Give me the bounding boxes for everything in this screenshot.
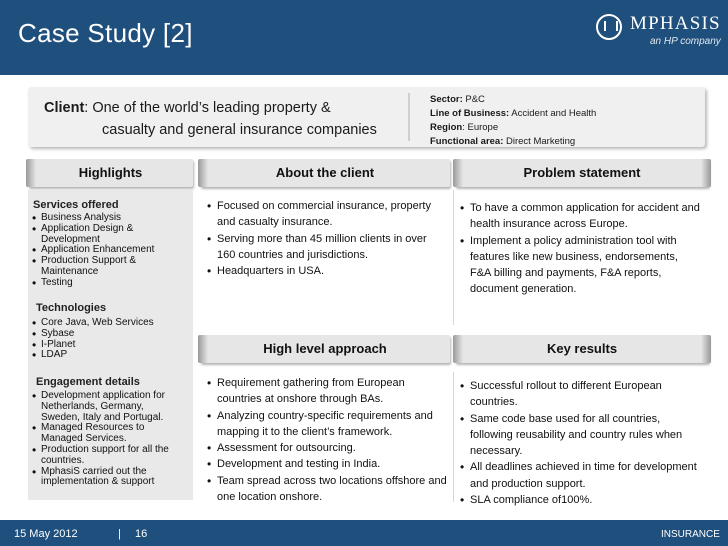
list-item: • Implement a policy administration tool with features like new business, endorsements, F&A billing and payments, F&A reports, document generation. [460, 233, 700, 298]
list-item: • MphasiS carried out the implementation & support [32, 467, 182, 489]
results-header [455, 335, 709, 363]
list-item: • Production Support & Maintenance [32, 256, 182, 278]
list-item: • Assessment for outsourcing. [207, 440, 449, 456]
footer-section: INSURANCE [661, 529, 720, 540]
engagement-title: Engagement details [36, 376, 140, 388]
approach-header [200, 335, 450, 363]
client-divider [408, 93, 410, 141]
column-divider [453, 372, 454, 502]
page-number: 16 [135, 528, 148, 540]
about-title: About the client [275, 165, 375, 180]
list-item: • Development and testing in India. [207, 456, 449, 472]
highlights-title: Highlights [78, 165, 143, 180]
technologies-title: Technologies [36, 302, 107, 314]
approach-list [207, 375, 449, 505]
logo-subtitle: an HP company [650, 36, 721, 47]
services-list [32, 213, 182, 289]
client-line-2: casualty and general insurance companies [102, 122, 377, 138]
list-item: • Analyzing country-specific requirements and mapping it to the client’s framework. [207, 408, 449, 441]
list-item: • Requirement gathering from European countries at onshore through BAs. [207, 375, 449, 408]
list-item: • Application Design & Development [32, 224, 182, 246]
list-item: • All deadlines achieved in time for development and production support. [460, 459, 700, 492]
header-edge [453, 335, 463, 363]
functional-area-value: Direct Marketing [503, 136, 576, 147]
lob-value: Accident and Health [509, 108, 597, 119]
header-edge [701, 159, 711, 187]
header-edge [198, 159, 208, 187]
about-list [207, 198, 447, 279]
list-item: • Testing [32, 278, 182, 289]
client-attributes [430, 93, 596, 149]
header-edge [701, 335, 711, 363]
list-item: • Same code base used for all countries, following reusability and country rules when necessary. [460, 411, 700, 460]
company-logo [590, 10, 724, 54]
list-item: • Successful rollout to different European countries. [460, 378, 700, 411]
about-header [200, 159, 450, 187]
list-item: • Serving more than 45 million clients in over 160 countries and jurisdictions. [207, 231, 447, 264]
problem-title: Problem statement [523, 165, 641, 180]
approach-title: High level approach [263, 341, 387, 356]
region-value: : Europe [462, 122, 499, 133]
results-title: Key results [546, 341, 618, 356]
technologies-list [32, 318, 182, 361]
list-item: • To have a common application for accident and health insurance across Europe. [460, 200, 700, 233]
client-label: Client [44, 100, 85, 116]
problem-list [460, 200, 700, 298]
footer-date: 15 May 2012 [14, 528, 78, 540]
sector-label: Sector: [430, 94, 463, 105]
list-item: • SLA compliance of100%. [460, 492, 700, 508]
list-item: • Core Java, Web Services [32, 318, 182, 329]
header-edge [26, 159, 36, 187]
header-edge [198, 335, 208, 363]
logo-emblem-icon [596, 14, 622, 40]
list-item: • Focused on commercial insurance, property and casualty insurance. [207, 198, 447, 231]
highlights-header [28, 159, 193, 187]
services-title: Services offered [33, 199, 119, 211]
column-divider [453, 190, 454, 325]
list-item: • Development application for Netherlands, Germany, Sweden, Italy and Portugal. [32, 391, 182, 423]
list-item: • Sybase [32, 329, 182, 340]
list-item: • I-Planet [32, 340, 182, 351]
lob-label: Line of Business: [430, 108, 510, 119]
list-item: • LDAP [32, 350, 182, 361]
sector-value: P&C [462, 94, 485, 105]
problem-header [455, 159, 709, 187]
footer-bar [0, 520, 728, 546]
region-label: Region [430, 122, 463, 133]
list-item: • Business Analysis [32, 213, 182, 224]
client-line-1: : One of the world’s leading property & [84, 100, 331, 116]
list-item: • Application Enhancement [32, 245, 182, 256]
footer-separator: | [118, 528, 121, 540]
list-item: • Team spread across two locations offshore and one location onshore. [207, 473, 449, 506]
header-edge [453, 159, 463, 187]
results-list [460, 378, 700, 508]
list-item: • Production support for all the countries. [32, 445, 182, 467]
client-description [44, 97, 404, 141]
list-item: • Managed Resources to Managed Services. [32, 423, 182, 445]
page-title: Case Study [2] [18, 18, 193, 48]
logo-text: MPHASIS [630, 13, 721, 34]
engagement-list [32, 391, 182, 488]
functional-area-label: Functional area: [430, 136, 504, 147]
list-item: • Headquarters in USA. [207, 263, 447, 279]
